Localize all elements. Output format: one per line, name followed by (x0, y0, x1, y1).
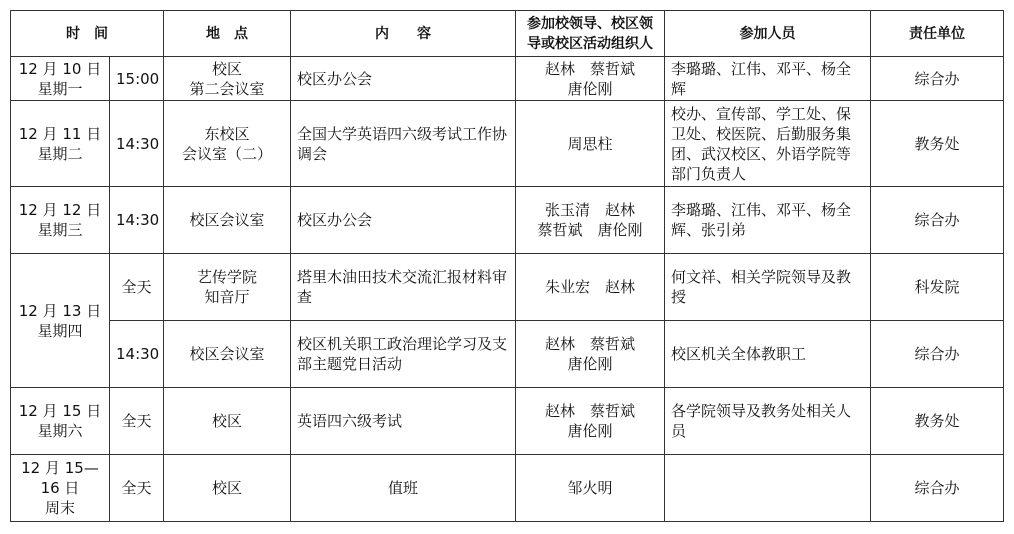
leaders-cell: 赵林 蔡哲斌 唐伦刚 (516, 388, 665, 455)
header-time: 时 间 (11, 11, 164, 57)
schedule-table (10, 10, 1004, 522)
leaders-cell: 赵林 蔡哲斌 唐伦刚 (516, 57, 665, 101)
content-cell: 校区办公会 (291, 187, 516, 254)
participants-cell: 各学院领导及教务处相关人员 (665, 388, 871, 455)
participants-cell (665, 455, 871, 522)
table-row (11, 388, 1004, 455)
time-cell: 全天 (110, 455, 164, 522)
participants-cell: 何文祥、相关学院领导及教授 (665, 254, 871, 321)
location-cell: 校区 (164, 455, 291, 522)
location-cell: 校区会议室 (164, 321, 291, 388)
date-cell: 12 月 10 日 星期一 (11, 57, 110, 101)
participants-cell: 李璐璐、江伟、邓平、杨全辉 (665, 57, 871, 101)
table-row (11, 57, 1004, 101)
time-cell: 15:00 (110, 57, 164, 101)
header-leaders: 参加校领导、校区领导或校区活动组织人 (516, 11, 665, 57)
responsible-cell: 教务处 (871, 101, 1004, 187)
date-cell: 12 月 11 日 星期二 (11, 101, 110, 187)
leaders-cell: 赵林 蔡哲斌 唐伦刚 (516, 321, 665, 388)
table-row (11, 187, 1004, 254)
participants-cell: 校区机关全体教职工 (665, 321, 871, 388)
time-cell: 14:30 (110, 187, 164, 254)
location-cell: 校区 第二会议室 (164, 57, 291, 101)
header-participants: 参加人员 (665, 11, 871, 57)
header-content: 内 容 (291, 11, 516, 57)
responsible-cell: 综合办 (871, 455, 1004, 522)
content-cell: 值班 (291, 455, 516, 522)
date-cell: 12 月 13 日 星期四 (11, 254, 110, 388)
responsible-cell: 综合办 (871, 187, 1004, 254)
table-row (11, 254, 1004, 321)
content-cell: 全国大学英语四六级考试工作协调会 (291, 101, 516, 187)
location-cell: 校区 (164, 388, 291, 455)
header-row (11, 11, 1004, 57)
table-row (11, 455, 1004, 522)
date-cell: 12 月 15 日 星期六 (11, 388, 110, 455)
leaders-cell: 周思柱 (516, 101, 665, 187)
header-location: 地 点 (164, 11, 291, 57)
time-cell: 14:30 (110, 321, 164, 388)
header-responsible: 责任单位 (871, 11, 1004, 57)
participants-cell: 李璐璐、江伟、邓平、杨全辉、张引弟 (665, 187, 871, 254)
responsible-cell: 教务处 (871, 388, 1004, 455)
table-row (11, 101, 1004, 187)
content-cell: 塔里木油田技术交流汇报材料审查 (291, 254, 516, 321)
time-cell: 14:30 (110, 101, 164, 187)
date-cell: 12 月 15— 16 日 周末 (11, 455, 110, 522)
location-cell: 校区会议室 (164, 187, 291, 254)
location-cell: 艺传学院 知音厅 (164, 254, 291, 321)
date-cell: 12 月 12 日 星期三 (11, 187, 110, 254)
responsible-cell: 科发院 (871, 254, 1004, 321)
content-cell: 校区机关职工政治理论学习及支部主题党日活动 (291, 321, 516, 388)
responsible-cell: 综合办 (871, 57, 1004, 101)
table-row (11, 321, 1004, 388)
leaders-cell: 邹火明 (516, 455, 665, 522)
leaders-cell: 张玉清 赵林 蔡哲斌 唐伦刚 (516, 187, 665, 254)
content-cell: 校区办公会 (291, 57, 516, 101)
content-cell: 英语四六级考试 (291, 388, 516, 455)
time-cell: 全天 (110, 388, 164, 455)
participants-cell: 校办、宣传部、学工处、保卫处、校医院、后勤服务集团、武汉校区、外语学院等部门负责人 (665, 101, 871, 187)
responsible-cell: 综合办 (871, 321, 1004, 388)
leaders-cell: 朱业宏 赵林 (516, 254, 665, 321)
location-cell: 东校区 会议室（二） (164, 101, 291, 187)
time-cell: 全天 (110, 254, 164, 321)
